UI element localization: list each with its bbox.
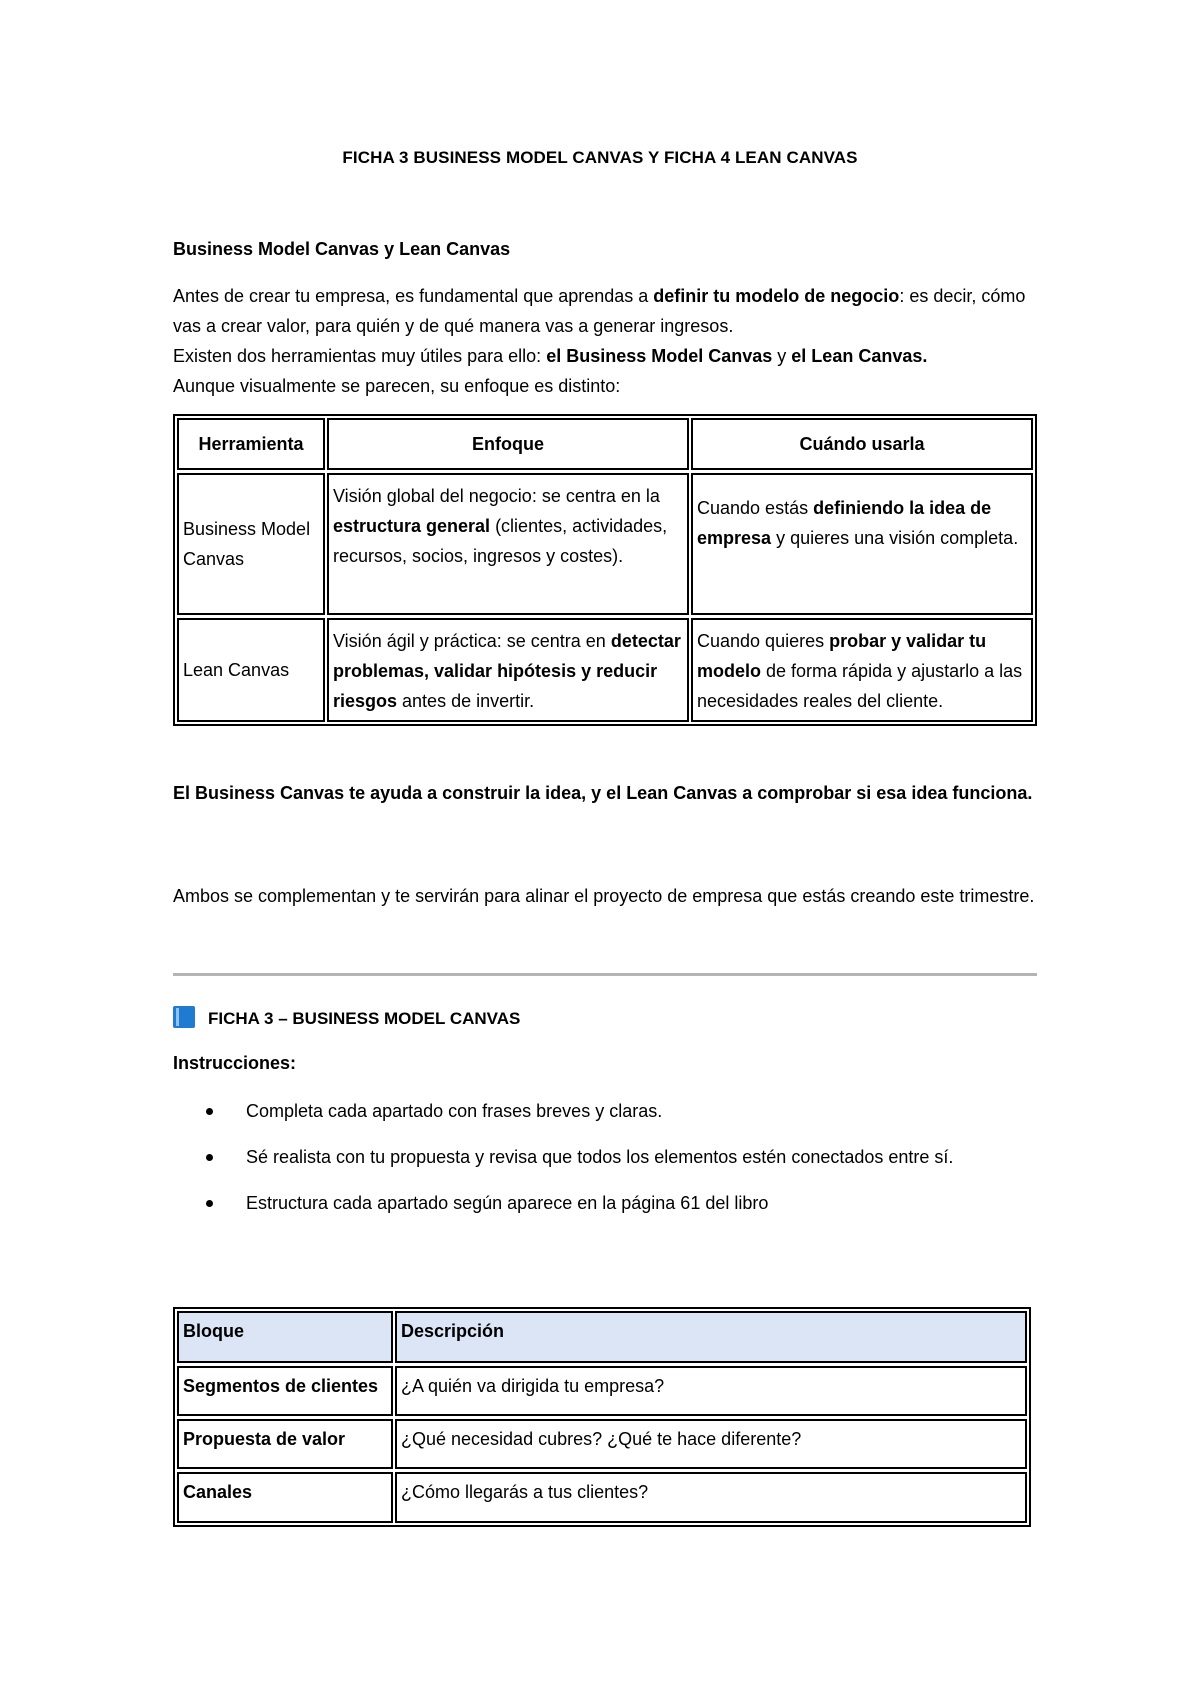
table-header-herramienta: Herramienta <box>177 418 325 470</box>
table-cell-tool: Lean Canvas <box>177 618 325 722</box>
blocks-table <box>173 1307 1031 1527</box>
table-cell-focus <box>327 618 689 722</box>
cell-text: y quieres una visión completa. <box>771 528 1019 548</box>
table-cell-tool: Business Model Canvas <box>177 473 325 615</box>
bullet-icon <box>206 1108 213 1115</box>
intro-text: Antes de crear tu empresa, es fundamental que aprendas a <box>173 286 654 306</box>
table-cell-block: Canales <box>177 1472 393 1523</box>
cell-text: Visión ágil y práctica: se centra en <box>333 631 611 651</box>
summary-bold-paragraph: El Business Canvas te ayuda a construir la idea, y el Lean Canvas a comprobar si esa idea funciona. <box>173 783 1033 803</box>
bullet-icon <box>206 1154 213 1161</box>
horizontal-divider <box>173 973 1037 976</box>
section-subtitle: Business Model Canvas y Lean Canvas <box>173 239 511 259</box>
instructions-list <box>173 1096 1043 1234</box>
cell-text: antes de invertir. <box>397 691 535 711</box>
intro-text: : es decir, cómo vas a crear valor, para quién y de qué manera vas a generar ingresos. <box>173 286 1026 336</box>
table-header-cuando: Cuándo usarla <box>691 418 1033 470</box>
list-item-text: Estructura cada apartado según aparece en la página 61 del libro <box>246 1193 769 1213</box>
cell-bold: probar y validar tu modelo <box>697 631 987 681</box>
table-cell-when <box>691 618 1033 722</box>
list-item-text: Sé realista con tu propuesta y revisa que todos los elementos estén conectados entre sí. <box>246 1147 954 1167</box>
cell-text: Visión global del negocio: se centra en la <box>333 486 660 506</box>
cell-text: de forma rápida y ajustarlo a las necesidades reales del cliente. <box>697 661 1023 711</box>
tools-table <box>173 414 1037 726</box>
cell-text: Cuando quieres <box>697 631 830 651</box>
table-cell-description: ¿Qué necesidad cubres? ¿Qué te hace diferente? <box>395 1419 1027 1469</box>
table-cell-when <box>691 473 1033 615</box>
intro-bold: el Lean Canvas. <box>791 346 928 366</box>
page-title: FICHA 3 BUSINESS MODEL CANVAS Y FICHA 4 LEAN CANVAS <box>342 148 858 167</box>
cell-text: Cuando estás <box>697 498 814 518</box>
intro-paragraph-2 <box>173 341 1043 371</box>
intro-paragraph-3: Aunque visualmente se parecen, su enfoque es distinto: <box>173 376 621 396</box>
cell-bold: detectar problemas, validar hipótesis y reducir riesgos <box>333 631 681 711</box>
table-header-bloque: Bloque <box>177 1311 393 1363</box>
table-cell-block: Segmentos de clientes <box>177 1366 393 1416</box>
section-title: FICHA 3 – BUSINESS MODEL CANVAS <box>208 1009 521 1028</box>
cell-bold: estructura general <box>333 516 491 536</box>
cell-text: (clientes, actividades, recursos, socios, ingresos y costes). <box>333 516 668 566</box>
cell-bold: definiendo la idea de empresa <box>697 498 992 548</box>
intro-bold: definir tu modelo de negocio <box>653 286 900 306</box>
intro-paragraph-1 <box>173 281 1043 341</box>
instructions-label: Instrucciones: <box>173 1053 297 1073</box>
intro-bold: el Business Model Canvas <box>546 346 773 366</box>
intro-text: y <box>772 346 792 366</box>
list-item <box>173 1142 1043 1172</box>
blue-book-square-icon <box>173 1006 195 1028</box>
list-item <box>173 1188 1043 1218</box>
bullet-icon <box>206 1200 213 1207</box>
table-cell-block: Propuesta de valor <box>177 1419 393 1469</box>
table-cell-description: ¿Cómo llegarás a tus clientes? <box>395 1472 1027 1523</box>
table-cell-description: ¿A quién va dirigida tu empresa? <box>395 1366 1027 1416</box>
table-header-enfoque: Enfoque <box>327 418 689 470</box>
table-cell-focus <box>327 473 689 615</box>
list-item <box>173 1096 1043 1126</box>
summary-paragraph: Ambos se complementan y te servirán para alinar el proyecto de empresa que estás creando este trimestre. <box>173 886 1035 906</box>
table-header-descripcion: Descripción <box>395 1311 1027 1363</box>
list-item-text: Completa cada apartado con frases breves y claras. <box>246 1101 663 1121</box>
intro-text: Existen dos herramientas muy útiles para ello: <box>173 346 547 366</box>
